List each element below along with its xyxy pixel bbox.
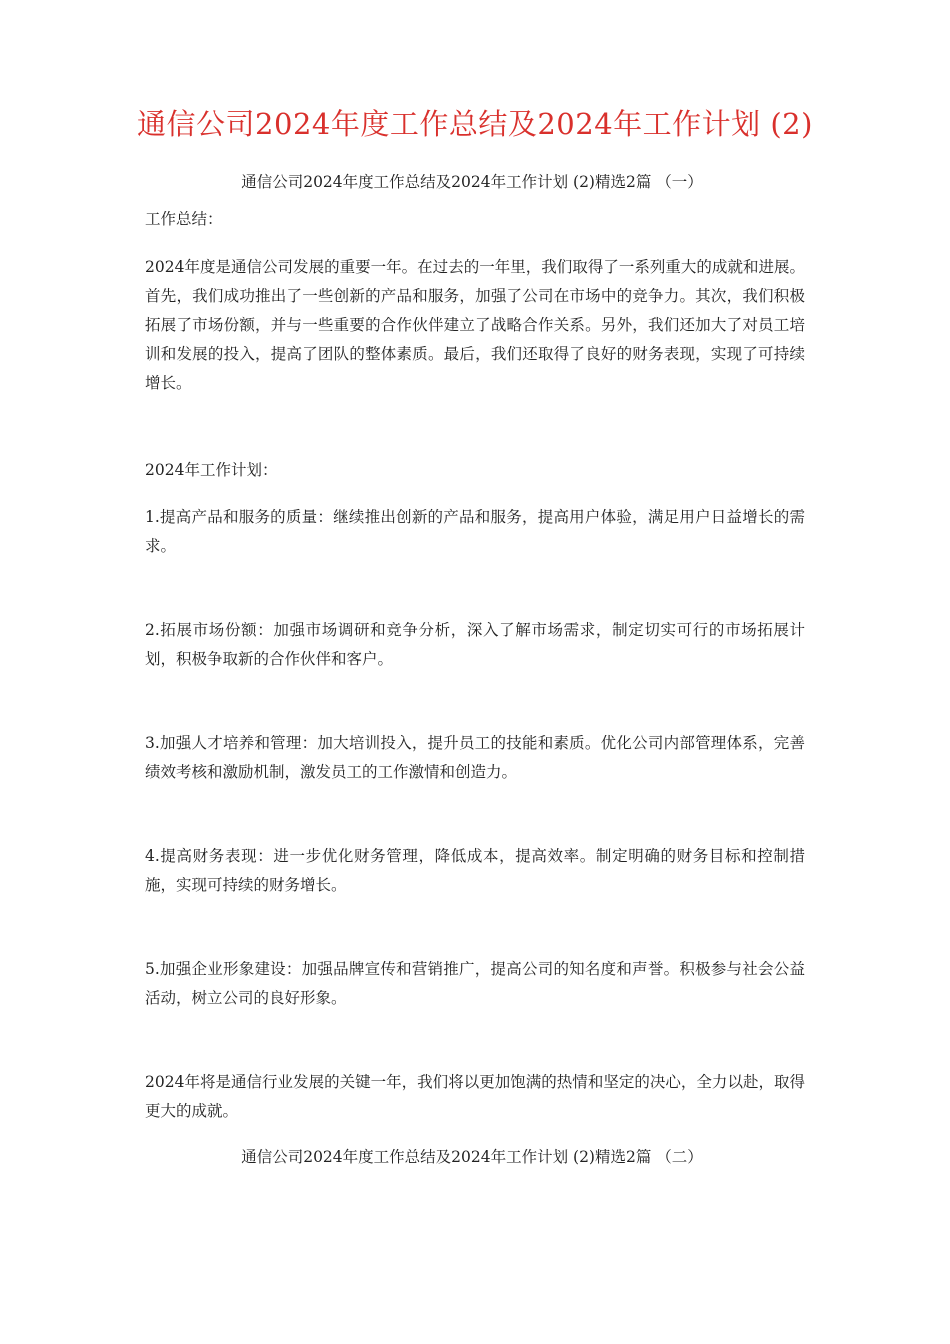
plan-item-4: 4.提高财务表现：进一步优化财务管理，降低成本，提高效率。制定明确的财务目标和控制措施，实现可持续的财务增长。 bbox=[145, 847, 805, 894]
summary-paragraph: 2024年度是通信公司发展的重要一年。在过去的一年里，我们取得了一系列重大的成就和进展。首先，我们成功推出了一些创新的产品和服务，加强了公司在市场中的竞争力。其次，我们积极拓展了市场份额，并与一些重要的合作伙伴建立了战略合作关系。另外，我们还加大了对员工培训和发展的投入，提高了团队的整体素质。最后，我们还取得了良好的财务表现，实现了可持续增长。 bbox=[145, 258, 805, 392]
section-heading-2: 通信公司2024年度工作总结及2024年工作计划 (2)精选2篇 （二） bbox=[241, 1148, 703, 1166]
plan-item-2: 2.拓展市场份额：加强市场调研和竞争分析，深入了解市场需求，制定切实可行的市场拓展计划，积极争取新的合作伙伴和客户。 bbox=[145, 621, 805, 668]
plan-item-5: 5.加强企业形象建设：加强品牌宣传和营销推广，提高公司的知名度和声誉。积极参与社会公益活动，树立公司的良好形象。 bbox=[145, 960, 805, 1007]
plan-item-3: 3.加强人才培养和管理：加大培训投入，提升员工的技能和素质。优化公司内部管理体系，完善绩效考核和激励机制，激发员工的工作激情和创造力。 bbox=[145, 734, 805, 781]
summary-label: 工作总结： bbox=[145, 210, 223, 228]
plan-label: 2024年工作计划： bbox=[145, 461, 278, 479]
document-title: 通信公司2024年度工作总结及2024年工作计划 (2) bbox=[137, 107, 813, 141]
section-heading-1: 通信公司2024年度工作总结及2024年工作计划 (2)精选2篇 （一） bbox=[241, 173, 703, 191]
plan-item-1: 1.提高产品和服务的质量：继续推出创新的产品和服务，提高用户体验，满足用户日益增长的需求。 bbox=[145, 508, 805, 555]
closing-paragraph: 2024年将是通信行业发展的关键一年，我们将以更加饱满的热情和坚定的决心，全力以赴，取得更大的成就。 bbox=[145, 1073, 805, 1120]
